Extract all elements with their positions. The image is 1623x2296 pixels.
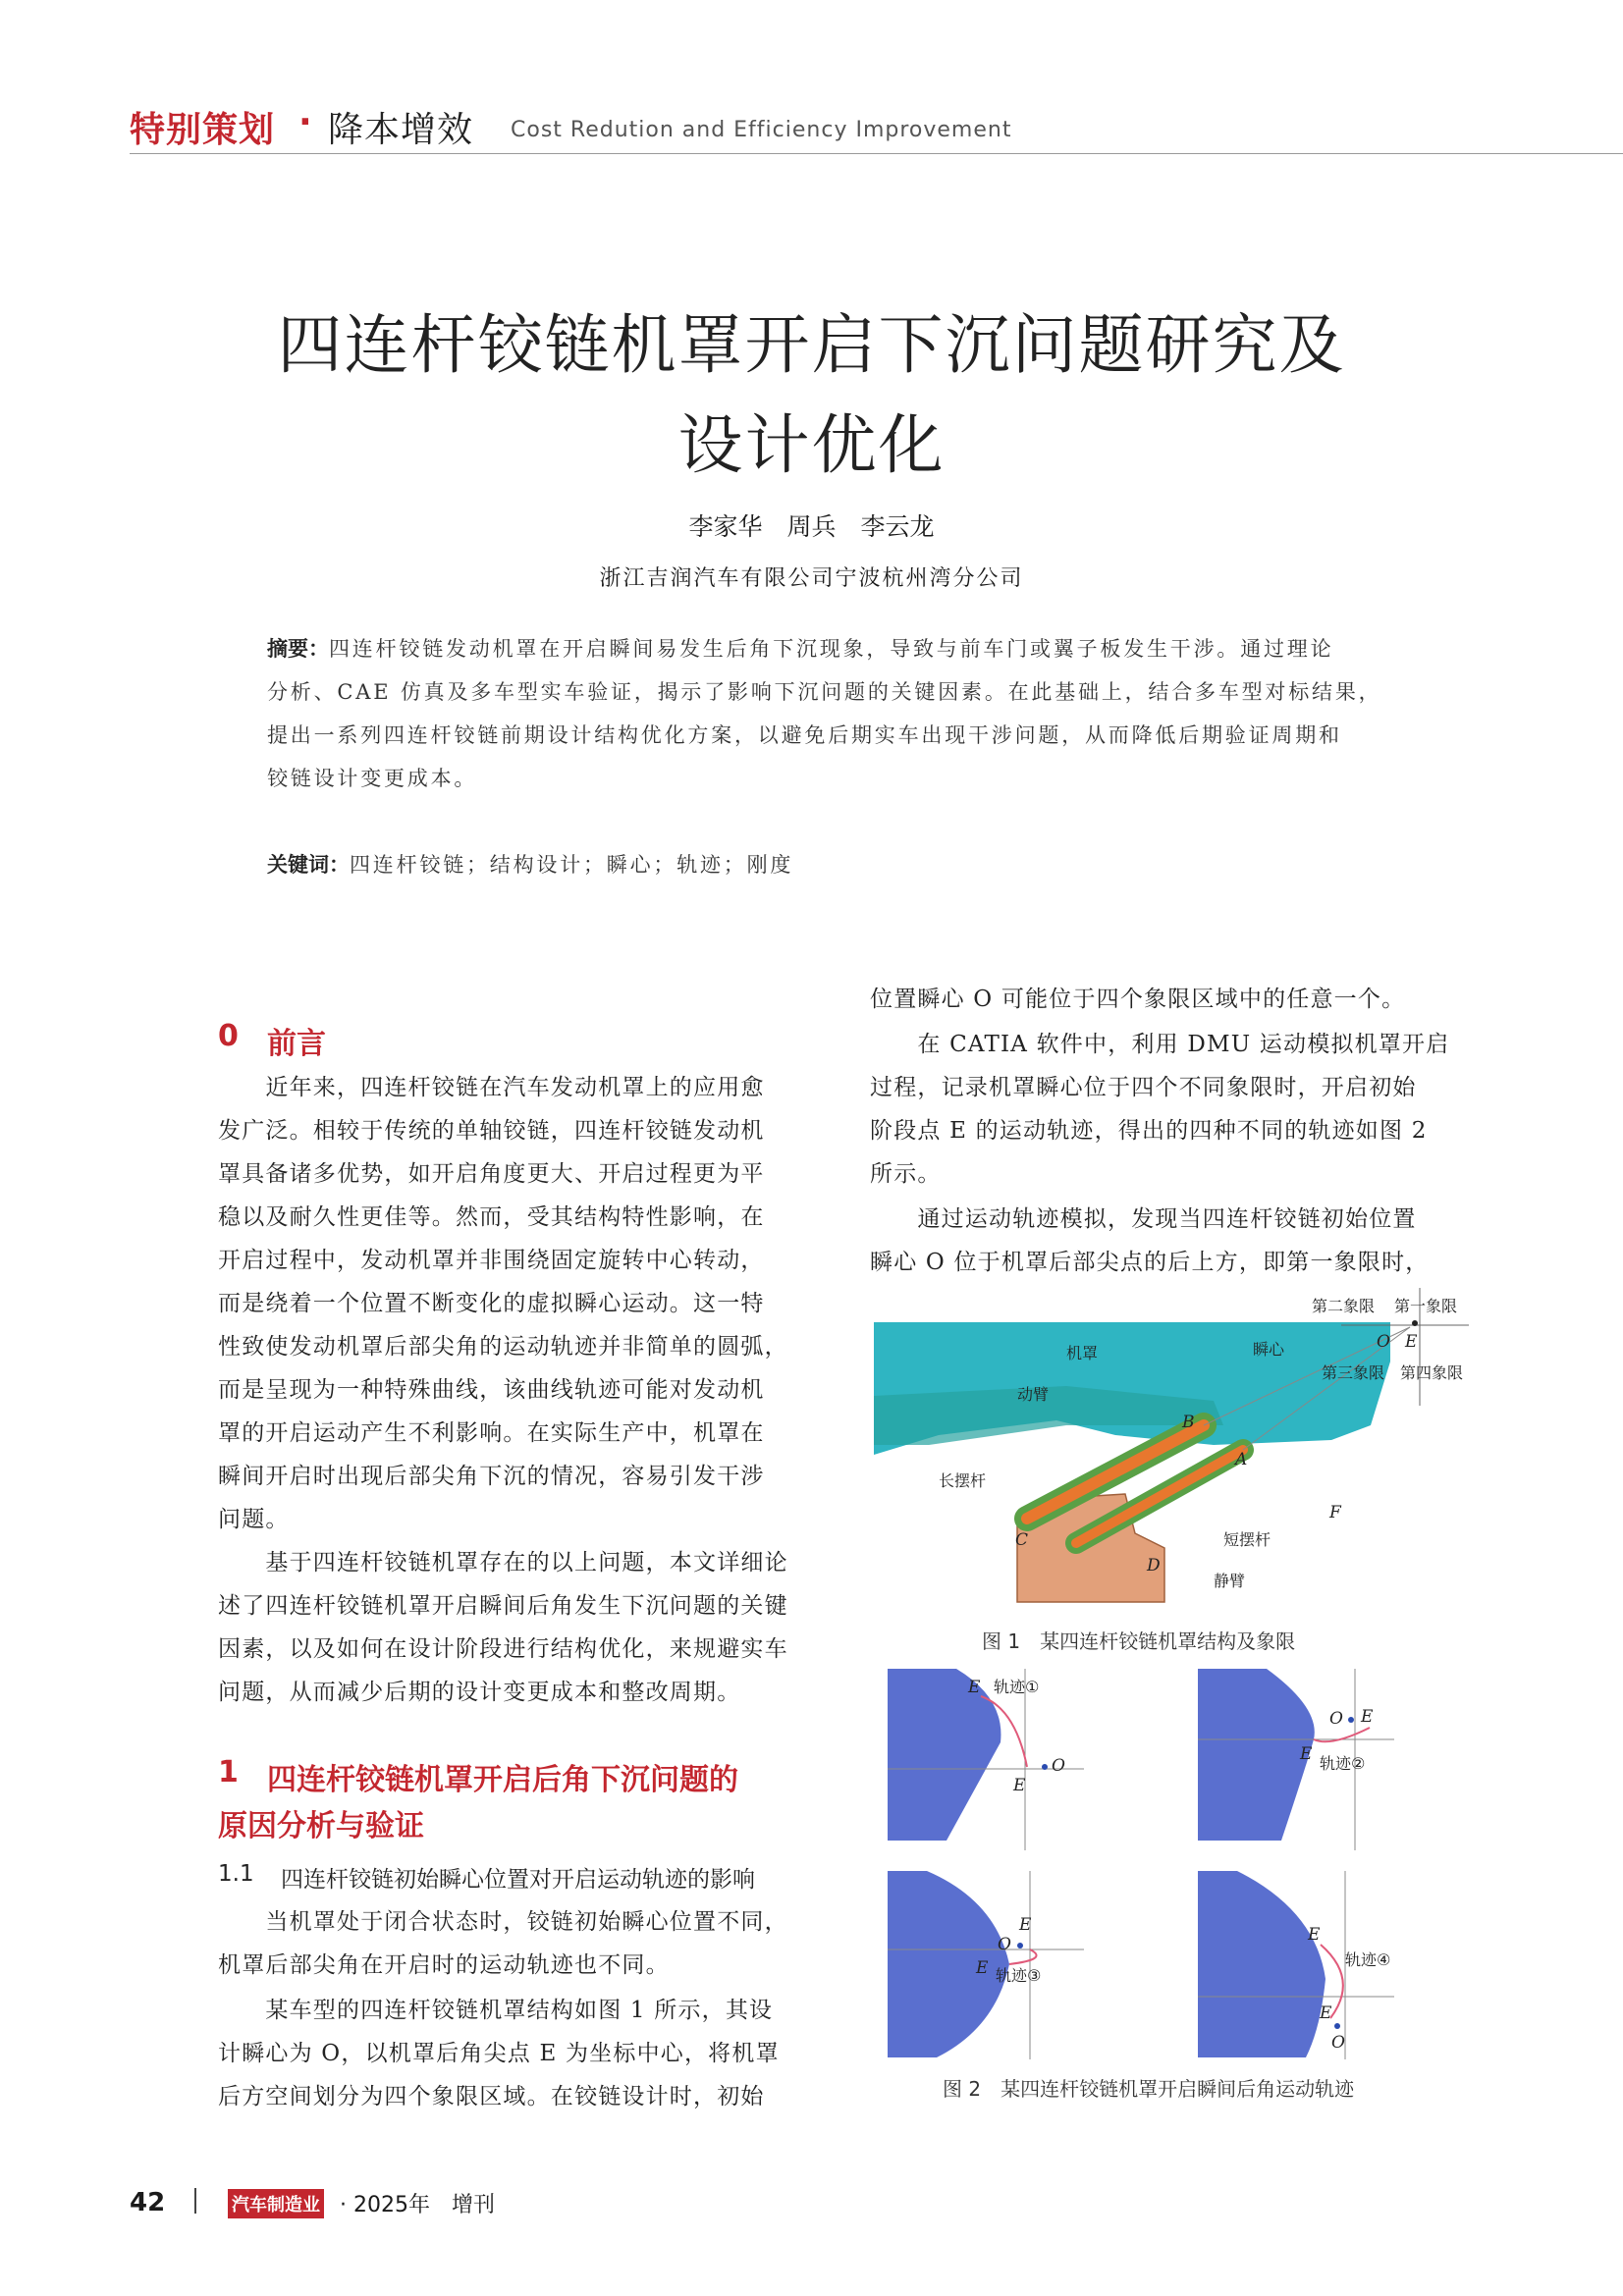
label-E2: E	[1013, 1776, 1026, 1795]
label-E: E	[1361, 1707, 1374, 1727]
body-line: 后方空间划分为四个象限区域。在铰链设计时，初始	[218, 2084, 765, 2109]
point-O	[1334, 2023, 1340, 2029]
label-q1: 第一象限	[1394, 1297, 1458, 1315]
section-label: 特别策划	[130, 110, 276, 150]
body-line: 基于四连杆铰链机罩存在的以上问题，本文详细论	[218, 1550, 788, 1575]
label-center: 瞬心	[1253, 1340, 1285, 1359]
region-shape	[888, 1669, 1001, 1841]
label-E: E	[968, 1678, 981, 1697]
point-O	[1348, 1717, 1354, 1723]
label-hood: 机罩	[1066, 1344, 1099, 1362]
abstract-line: 提出一系列四连杆铰链前期设计结构优化方案，以避免后期实车出现干涉问题，从而降低后期验证周期和	[267, 723, 1342, 747]
label-C: C	[1015, 1530, 1029, 1550]
label-q3: 第三象限	[1322, 1363, 1385, 1382]
keywords-label: 关键词：	[267, 853, 350, 877]
body-line: 述了四连杆铰链机罩开启瞬间后角发生下沉问题的关键	[218, 1593, 788, 1619]
label-E2: E	[1300, 1744, 1313, 1764]
body-line: 稳以及耐久性更佳等。然而，受其结构特性影响，在	[218, 1204, 765, 1230]
label-D: D	[1147, 1556, 1161, 1575]
label-O: O	[1329, 1709, 1343, 1729]
figure-2-caption: 图 2 某四连杆铰链机罩开启瞬间后角运动轨迹	[943, 2077, 1355, 2101]
issue-label: · 2025年 增刊	[340, 2193, 495, 2217]
body-line: 在 CATIA 软件中，利用 DMU 运动模拟机罩开启	[870, 1032, 1450, 1057]
body-line: 瞬心 O 位于机罩后部尖点的后上方，即第一象限时，	[870, 1250, 1430, 1275]
body-line: 问题，从而减少后期的设计变更成本和整改周期。	[218, 1680, 741, 1705]
body-line: 机罩后部尖角在开启时的运动轨迹也不同。	[218, 1952, 670, 1978]
label-moving-arm: 动臂	[1017, 1385, 1050, 1404]
abstract-line: 分析、CAE 仿真及多车型实车验证，揭示了影响下沉问题的关键因素。在此基础上，结合多车型对标结果，	[267, 680, 1382, 704]
point-O	[1412, 1320, 1418, 1326]
header-dot: ·	[298, 102, 312, 142]
track-curve	[1009, 1949, 1037, 1964]
label-O: O	[1052, 1756, 1065, 1776]
affiliation: 浙江吉润汽车有限公司宁波杭州湾分公司	[599, 566, 1024, 591]
body-line: 计瞬心为 O，以机罩后角尖点 E 为坐标中心，将机罩	[218, 2041, 780, 2066]
body-line: 而是呈现为一种特殊曲线，该曲线轨迹可能对发动机	[218, 1377, 765, 1403]
figure-2-panel-1	[888, 1669, 1084, 1850]
body-line: 近年来，四连杆铰链在汽车发动机罩上的应用愈	[218, 1075, 765, 1100]
label-E: E	[1308, 1925, 1321, 1945]
body-line: 某车型的四连杆铰链机罩结构如图 1 所示，其设	[218, 1998, 774, 2023]
body-line: 发广泛。相较于传统的单轴铰链，四连杆铰链发动机	[218, 1118, 765, 1144]
label-static-arm: 静臂	[1214, 1572, 1246, 1590]
subsection-1-1-number: 1.1	[218, 1861, 254, 1887]
label-short-link: 短摆杆	[1223, 1530, 1271, 1549]
track-label: 轨迹③	[996, 1966, 1042, 1985]
label-O: O	[998, 1935, 1011, 1954]
section-1-number: 1	[218, 1755, 239, 1789]
section-0-title: 前言	[267, 1027, 326, 1061]
footer-divider	[194, 2188, 196, 2214]
region-shape	[888, 1871, 1009, 2057]
figure-2-panel-2	[1198, 1669, 1394, 1850]
body-line: 瞬间开启时出现后部尖角下沉的情况，容易引发干涉	[218, 1464, 765, 1489]
body-line: 过程，记录机罩瞬心位于四个不同象限时，开启初始	[870, 1075, 1417, 1100]
body-line: 阶段点 E 的运动轨迹，得出的四种不同的轨迹如图 2	[870, 1118, 1428, 1144]
body-line: 性致使发动机罩后部尖角的运动轨迹并非简单的圆弧，	[218, 1334, 788, 1360]
body-line: 位置瞬心 O 可能位于四个象限区域中的任意一个。	[870, 987, 1406, 1012]
body-line: 问题。	[218, 1507, 290, 1532]
label-E: E	[1405, 1332, 1418, 1352]
label-long-link: 长摆杆	[939, 1471, 987, 1490]
section-0-number: 0	[218, 1019, 239, 1053]
label-A: A	[1235, 1450, 1248, 1469]
body-line: 所示。	[870, 1161, 942, 1187]
figure-2-panel-3	[888, 1871, 1084, 2059]
body-line: 因素，以及如何在设计阶段进行结构优化，来规避实车	[218, 1636, 788, 1662]
region-shape	[1198, 1669, 1315, 1841]
track-label: 轨迹①	[994, 1678, 1040, 1696]
abstract-line: 铰链设计变更成本。	[267, 767, 478, 790]
section-1-title-line2: 原因分析与验证	[218, 1809, 424, 1843]
subsection-1-1-title: 四连杆铰链初始瞬心位置对开启运动轨迹的影响	[281, 1867, 755, 1893]
label-B: B	[1182, 1413, 1195, 1432]
magazine-logo: 汽车制造业	[228, 2189, 324, 2218]
label-q2: 第二象限	[1312, 1297, 1376, 1315]
body-line: 开启过程中，发动机罩并非围绕固定旋转中心转动，	[218, 1248, 765, 1273]
label-E: E	[1019, 1915, 1032, 1935]
authors: 李家华 周兵 李云龙	[688, 512, 935, 541]
track-label: 轨迹④	[1345, 1950, 1391, 1969]
section-1-title-line1: 四连杆铰链机罩开启后角下沉问题的	[267, 1763, 738, 1797]
body-line: 而是绕着一个位置不断变化的虚拟瞬心运动。这一特	[218, 1291, 765, 1316]
body-line: 当机罩处于闭合状态时，铰链初始瞬心位置不同，	[218, 1909, 788, 1935]
figure-1	[870, 1288, 1469, 1612]
figure-2-panel-4	[1198, 1871, 1394, 2059]
label-E2: E	[1320, 2003, 1332, 2023]
label-q4: 第四象限	[1400, 1363, 1464, 1382]
region-shape	[1198, 1871, 1325, 2057]
point-O	[1017, 1943, 1023, 1949]
abstract-line: 摘要：四连杆铰链发动机罩在开启瞬间易发生后角下沉现象，导致与前车门或翼子板发生干涉。通过理论	[267, 637, 1334, 661]
paper-title-line1: 四连杆铰链机罩开启下沉问题研究及	[277, 307, 1346, 383]
track-label: 轨迹②	[1320, 1754, 1366, 1773]
keywords: 关键词：四连杆铰链；结构设计；瞬心；轨迹；刚度	[267, 853, 794, 877]
label-F: F	[1329, 1503, 1341, 1522]
paper-title-line2: 设计优化	[677, 407, 946, 483]
figure-1-caption: 图 1 某四连杆铰链机罩结构及象限	[982, 1629, 1296, 1653]
body-line: 罩的开启运动产生不利影响。在实际生产中，机罩在	[218, 1420, 765, 1446]
header-rule	[130, 153, 1623, 154]
body-line: 通过运动轨迹模拟，发现当四连杆铰链初始位置	[870, 1206, 1417, 1232]
label-O: O	[1331, 2033, 1345, 2053]
body-line: 罩具备诸多优势，如开启角度更大、开启过程更为平	[218, 1161, 765, 1187]
figure-2	[888, 1669, 1467, 2061]
point-O	[1042, 1764, 1048, 1770]
subsection-label: 降本增效	[328, 110, 474, 150]
subsection-english: Cost Redution and Efficiency Improvement	[511, 118, 1012, 142]
abstract-label: 摘要：	[267, 637, 329, 661]
page-number: 42	[130, 2188, 166, 2217]
label-O: O	[1377, 1332, 1390, 1352]
label-E2: E	[976, 1958, 989, 1978]
